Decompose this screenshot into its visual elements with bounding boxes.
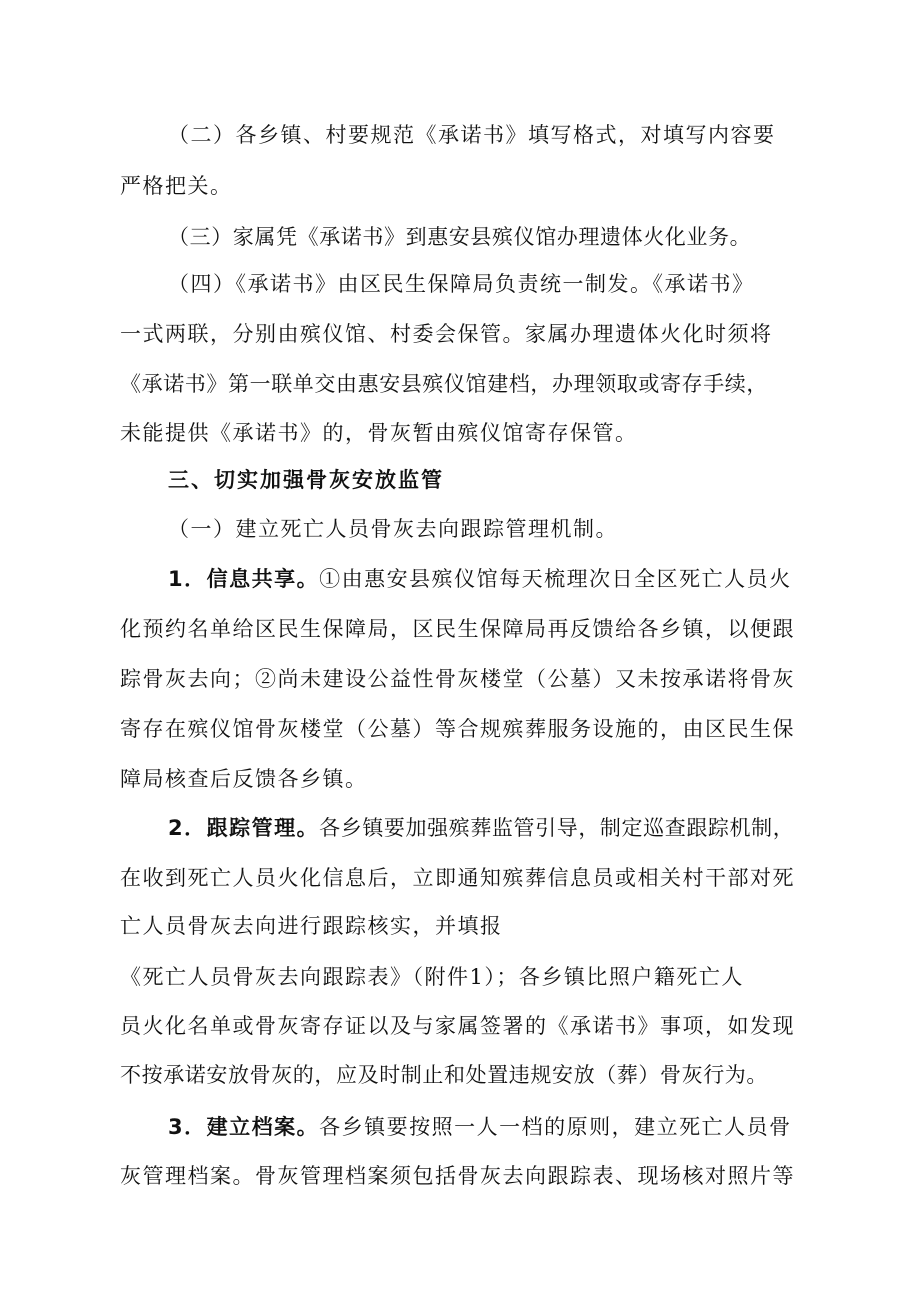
paragraph-line: 寄存在殡仪馆骨灰楼堂（公墓）等合规殡葬服务设施的，由区民生保 (120, 717, 795, 741)
paragraph-line: （四）《承诺书》由区民生保障局负责统一制发。《承诺书》 (168, 272, 755, 296)
paragraph-line: （一）建立死亡人员骨灰去向跟踪管理机制。 (168, 517, 618, 541)
item-text: 各乡镇要加强殡葬监管引导，制定巡查跟踪机制， (319, 816, 795, 840)
paragraph-line: 员火化名单或骨灰寄存证以及与家属签署的《承诺书》事项，如发现 (120, 1014, 795, 1038)
paragraph-line: 不按承诺安放骨灰的，应及时制止和处置违规安放（葬）骨灰行为。 (120, 1063, 768, 1087)
paragraph-line: 严格把关。 (120, 174, 233, 198)
paragraph-line (168, 559, 810, 599)
paragraph-line: 一式两联，分别由殡仪馆、村委会保管。家属办理遗体火化时须将 (120, 322, 773, 346)
item-lead: 3．建立档案。 (168, 1115, 320, 1139)
paragraph-line: 《死亡人员骨灰去向跟踪表》（附件1）；各乡镇比照户籍死亡人 (120, 965, 744, 989)
paragraph-line: 在收到死亡人员火化信息后，立即通知殡葬信息员或相关村干部对死 (120, 866, 795, 890)
item-text: ①由惠安县殡仪馆每天梳理次日全区死亡人员火 (319, 567, 792, 591)
paragraph-line: 未能提供《承诺书》的，骨灰暂由殡仪馆寄存保管。 (120, 421, 638, 445)
section-heading: 三、切实加强骨灰安放监管 (168, 468, 444, 492)
paragraph-line: 化预约名单给区民生保障局，区民生保障局再反馈给各乡镇，以便跟 (120, 617, 795, 641)
item-lead: 1．信息共享。 (168, 567, 320, 591)
paragraph-line: 亡人员骨灰去向进行跟踪核实，并填报 (120, 914, 503, 938)
item-text: 各乡镇要按照一人一档的原则，建立死亡人员骨 (319, 1115, 792, 1139)
paragraph-line (168, 1107, 810, 1147)
paragraph-line: （三）家属凭《承诺书》到惠安县殡仪馆办理遗体火化业务。 (168, 225, 752, 249)
paragraph-line (168, 808, 810, 848)
paragraph-line: 灰管理档案。骨灰管理档案须包括骨灰去向跟踪表、现场核对照片等 (120, 1164, 795, 1188)
paragraph-line: （二）各乡镇、村要规范《承诺书》填写格式，对填写内容要 (168, 123, 776, 147)
paragraph-line: 《承诺书》第一联单交由惠安县殡仪馆建档，办理领取或寄存手续， (120, 372, 768, 396)
paragraph-line: 障局核查后反馈各乡镇。 (120, 767, 368, 791)
paragraph-line: 踪骨灰去向；②尚未建设公益性骨灰楼堂（公墓）又未按承诺将骨灰 (120, 667, 795, 691)
item-lead: 2．跟踪管理。 (168, 816, 320, 840)
